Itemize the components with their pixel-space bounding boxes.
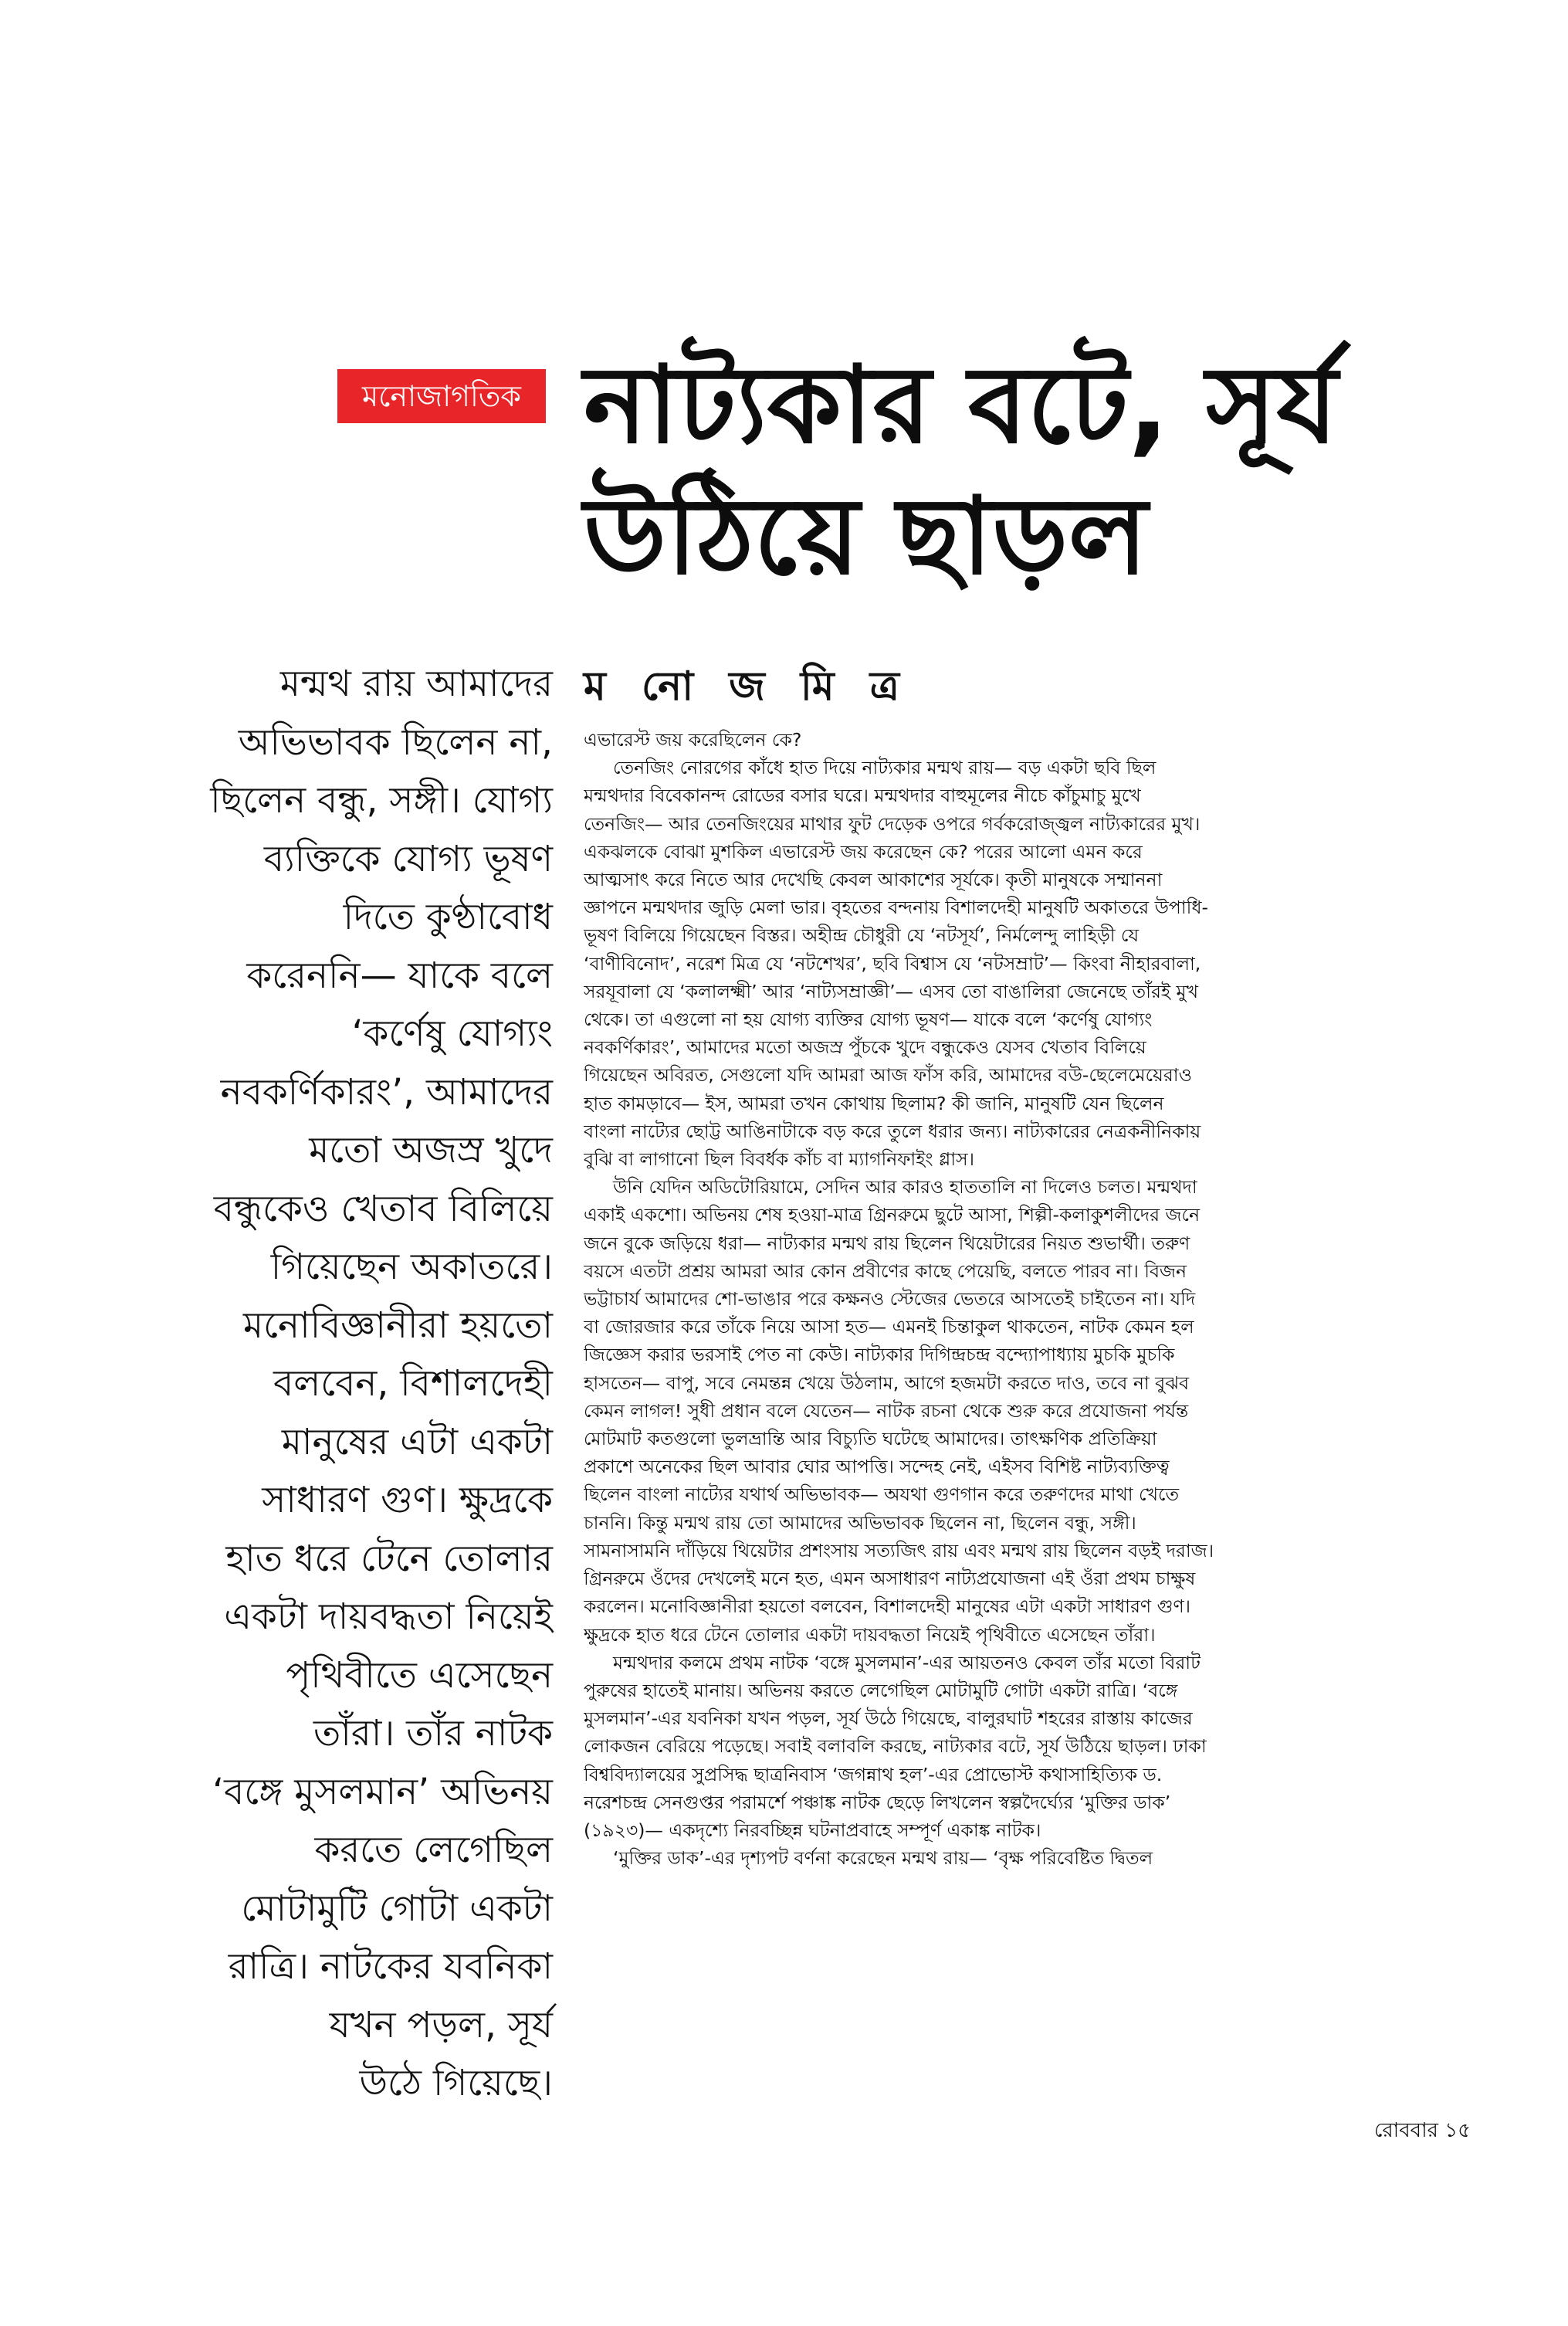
pull-quote-line: বন্ধুকেও খেতাব বিলিয়ে	[213, 1187, 553, 1230]
pull-quote-line: মন্মথ রায় আমাদের	[279, 663, 553, 705]
article-line: মুসলমান’-এর যবনিকা যখন পড়ল, সূর্য উঠে গিয়েছে, বালুরঘাট শহরের রাস্তায় কাজের	[584, 1707, 1193, 1730]
article-line: সরযূবালা যে ‘কলালক্ষ্মী’ আর ‘নাট্যসম্রাজ্ঞী’— এসব তো বাঙালিরা জেনেছে তাঁরই মুখ	[584, 980, 1199, 1002]
article-line: মন্মথদার বিবেকানন্দ রোডের বসার ঘরে। মন্মথদার বাহুমূলের নীচে কাঁচুমাচু মুখে	[584, 785, 1141, 807]
article-line: বা জোরজার করে তাঁকে নিয়ে আসা হত— এমনই চিন্তাকুল থাকতেন, নাটক কেমন হল	[584, 1316, 1194, 1338]
article-line: তেনজিং নোরগের কাঁধে হাত দিয়ে নাট্যকার মন্মথ রায়— বড় একটা ছবি ছিল	[613, 757, 1157, 779]
article-line: বয়সে এতটা প্রশ্রয় আমরা আর কোন প্রবীণের কাছে পেয়েছি, বলতে পারব না। বিজন	[584, 1260, 1187, 1282]
pull-quote-line: গিয়েছেন অকাতরে।	[270, 1246, 553, 1288]
article-paragraph-3	[584, 1173, 1442, 1648]
article-line: প্রকাশে অনেকের ছিল আবার ঘোর আপত্তি। সন্দেহ নেই, এইসব বিশিষ্ট নাট্যব্যক্তিত্ব	[584, 1456, 1170, 1478]
pull-quote-line: মোটামুটি গোটা একটা	[241, 1887, 553, 1930]
pull-quote-line: করতে লেগেছিল	[314, 1829, 553, 1871]
headline-line-1: নাট্যকার বটে, সূর্য	[584, 343, 1338, 467]
article-line: (১৯২৩)— একদৃশ্যে নিরবচ্ছিন্ন ঘটনাপ্রবাহে সম্পূর্ণ একাঙ্ক নাটক।	[584, 1819, 1041, 1841]
article-paragraph-4	[584, 1649, 1442, 1844]
article-line: উনি যেদিন অডিটোরিয়ামে, সেদিন আর কারও হাততালি না দিলেও চলত। মন্মথদা	[613, 1176, 1197, 1199]
article-line: জনে বুকে জড়িয়ে ধরা— নাট্যকার মন্মথ রায় ছিলেন থিয়েটারের নিয়ত শুভার্থী। তরুণ	[584, 1232, 1190, 1254]
article-line: ‘মুক্তির ডাক’-এর দৃশ্যপট বর্ণনা করেছেন মন্মথ রায়— ‘বৃক্ষ পরিবেষ্টিত দ্বিতল	[613, 1847, 1153, 1870]
article-line: নরেশচন্দ্র সেনগুপ্তর পরামর্শে পঞ্চাঙ্ক নাটক ছেড়ে লিখলেন স্বল্পদৈর্ঘ্যের ‘মুক্তির ডাক’	[584, 1791, 1171, 1813]
pull-quote-line: মানুষের এটা একটা	[281, 1420, 553, 1463]
article-line: হাসতেন— বাপু, সবে নেমন্তন্ন খেয়ে উঠলাম, আগে হজমটা করতে দাও, তবে না বুঝব	[584, 1372, 1190, 1394]
article-line: থেকে। তা এগুলো না হয় যোগ্য ব্যক্তির যোগ্য ভূষণ— যাকে বলে ‘কর্ণেষু যোগ্যং	[584, 1009, 1153, 1031]
pull-quote-line: তাঁরা। তাঁর নাটক	[313, 1712, 553, 1755]
article-line: মন্মথদার কলমে প্রথম নাটক ‘বঙ্গে মুসলমান’-এর আয়তনও কেবল তাঁর মতো বিরাট	[613, 1651, 1201, 1673]
pull-quote-line: মতো অজস্র খুদে	[309, 1129, 553, 1171]
article-line: ভূষণ বিলিয়ে গিয়েছেন বিস্তর। অহীন্দ্র চৌধুরী যে ‘নটসূর্য’, নির্মলেন্দু লাহিড়ী যে	[584, 924, 1139, 947]
pull-quote-line: ‘বঙ্গে মুসলমান’ অভিনয়	[212, 1770, 553, 1813]
article-line: বাংলা নাট্যের ছোট্ট আঙিনাটাকে বড় করে তুলে ধরার জন্য। নাট্যকারের নেত্রকনীনিকায়	[584, 1120, 1201, 1142]
article-line: বিশ্ববিদ্যালয়ের সুপ্রসিদ্ধ ছাত্রনিবাস ‘জগন্নাথ হল’-এর প্রোভোস্ট কথাসাহিত্যিক ড.	[584, 1763, 1163, 1785]
article-line: একাই একশো। অভিনয় শেষ হওয়া-মাত্র গ্রিনরুমে ছুটে আসা, শিল্পী-কলাকুশলীদের জনে	[584, 1204, 1200, 1226]
article-body	[584, 726, 1442, 1872]
article-line: চাননি। কিন্তু মন্মথ রায় তো আমাদের অভিভাবক ছিলেন না, ছিলেন বন্ধু, সঙ্গী।	[584, 1511, 1136, 1534]
article-line: আত্মসাৎ করে নিতে আর দেখেছি কেবল আকাশের সূর্যকে। কৃতী মানুষকে সম্মাননা	[584, 869, 1163, 891]
pull-quote	[171, 655, 553, 2113]
pull-quote-line: সাধারণ গুণ। ক্ষুদ্রকে	[262, 1479, 553, 1521]
article-line: ‘বাণীবিনোদ’, নরেশ মিত্র যে ‘নটশেখর’, ছবি বিশ্বাস যে ‘নটসম্রাট’— কিংবা নীহারবালা,	[584, 952, 1201, 975]
article-line: একঝলকে বোঝা মুশকিল এভারেস্ট জয় করেছেন কে? পরের আলো এমন করে	[584, 840, 1143, 863]
article-line: গ্রিনরুমে ওঁদের দেখলেই মনে হত, এমন অসাধারণ নাট্যপ্রযোজনা এই ওঁরা প্রথম চাক্ষুষ	[584, 1568, 1196, 1590]
byline: ম নো জ মি ত্র	[584, 663, 910, 710]
pull-quote-line: ‘কর্ণেষু যোগ্যং	[351, 1012, 553, 1055]
pull-quote-line: দিতে কুণ্ঠাবোধ	[343, 896, 553, 938]
pull-quote-line: নবকর্ণিকারং’, আমাদের	[220, 1070, 553, 1114]
article-line: লোকজন বেরিয়ে পড়েছে। সবাই বলাবলি করছে, নাট্যকার বটে, সূর্য উঠিয়ে ছাড়ল। ঢাকা	[584, 1735, 1207, 1758]
pull-quote-line: উঠে গিয়েছে।	[359, 2062, 553, 2104]
article-line: জ্ঞাপনে মন্মথদার জুড়ি মেলা ভার। বৃহতের বন্দনায় বিশালদেহী মানুষটি অকাতরে উপাধি-	[584, 897, 1209, 919]
pull-quote-line: ছিলেন বন্ধু, সঙ্গী। যোগ্য	[210, 779, 553, 822]
article-line: ছিলেন বাংলা নাট্যের যথার্থ অভিভাবক— অযথা গুণগান করে তরুণদের মাথা খেতে	[584, 1483, 1180, 1506]
pull-quote-line: বলবেন, বিশালদেহী	[273, 1362, 553, 1405]
article-paragraph-2	[584, 754, 1442, 1173]
article-line: বুঝি বা লাগানো ছিল বিবর্ধক কাঁচ বা ম্যাগনিফাইং গ্লাস।	[584, 1148, 975, 1171]
pull-quote-line: করেননি— যাকে বলে	[246, 954, 553, 997]
pull-quote-line: মনোবিজ্ঞানীরা হয়তো	[243, 1304, 553, 1347]
pull-quote-line: ব্যক্তিকে যোগ্য ভূষণ	[263, 837, 553, 880]
pull-quote-line: যখন পড়ল, সূর্য	[329, 2003, 553, 2046]
article-paragraph-5	[584, 1844, 1442, 1872]
headline-line-2: উঠিয়ে ছাড়ল	[584, 474, 1148, 598]
article-line: কেমন লাগল! সুধী প্রধান বলে যেতেন— নাটক রচনা থেকে শুরু করে প্রযোজনা পর্যন্ত	[584, 1399, 1189, 1422]
headline	[584, 340, 1464, 602]
article-line: মোটমাট কতগুলো ভুলভ্রান্তি আর বিচ্যুতি ঘটেছে আমাদের। তাৎক্ষণিক প্রতিক্রিয়া	[584, 1428, 1157, 1450]
page-folio: রোববার ১৫	[1373, 2119, 1471, 2142]
article-line: এভারেস্ট জয় করেছিলেন কে?	[584, 729, 802, 751]
article-line: হাত কামড়াবে— ইস, আমরা তখন কোথায় ছিলাম? কী জানি, মানুষটি যেন ছিলেন	[584, 1092, 1164, 1114]
pull-quote-line: অভিভাবক ছিলেন না,	[238, 721, 553, 764]
section-tag: মনোজাগতিক	[337, 369, 546, 423]
article-line: পুরুষের হাতেই মানায়। অভিনয় করতে লেগেছিল মোটামুটি গোটা একটা রাত্রি। ‘বঙ্গে	[584, 1679, 1178, 1701]
article-line: জিজ্ঞেস করার ভরসাই পেত না কেউ। নাট্যকার দিগিন্দ্রচন্দ্র বন্দ্যোপাধ্যায় মুচকি মুচকি	[584, 1344, 1175, 1366]
pull-quote-line: হাত ধরে টেনে তোলার	[225, 1537, 553, 1580]
pull-quote-line: পৃথিবীতে এসেছেন	[286, 1653, 553, 1697]
article-line: গিয়েছেন অবিরত, সেগুলো যদি আমরা আজ ফাঁস করি, আমাদের বউ-ছেলেমেয়েরাও	[584, 1064, 1192, 1087]
article-line: তেনজিং— আর তেনজিংয়ের মাথার ফুট দেড়েক ওপরে গর্বকরোজ্জ্বল নাট্যকারের মুখ।	[584, 812, 1201, 835]
article-line: সামনাসামনি দাঁড়িয়ে থিয়েটার প্রশংসায় সত্যজিৎ রায় এবং মন্মথ রায় ছিলেন বড়ই দরাজ।	[584, 1539, 1214, 1561]
article-line: ভট্টাচার্য আমাদের শো-ভাঙার পরে কক্ষনও স্টেজের ভেতরে আসতেই চাইতেন না। যদি	[584, 1288, 1196, 1310]
article-line: ক্ষুদ্রকে হাত ধরে টেনে তোলার একটা দায়বদ্ধতা নিয়েই পৃথিবীতে এসেছেন তাঁরা।	[584, 1623, 1156, 1646]
article-line: করলেন। মনোবিজ্ঞানীরা হয়তো বলবেন, বিশালদেহী মানুষের এটা একটা সাধারণ গুণ।	[584, 1595, 1191, 1618]
pull-quote-line: রাত্রি। নাটকের যবনিকা	[228, 1945, 553, 1988]
article-line: নবকর্ণিকারং’, আমাদের মতো অজস্র পুঁচকে খুদে বন্ধুকেও যেসব খেতাব বিলিয়ে	[584, 1036, 1146, 1059]
pull-quote-line: একটা দায়বদ্ধতা নিয়েই	[224, 1595, 553, 1638]
article-paragraph-1	[584, 726, 1442, 754]
